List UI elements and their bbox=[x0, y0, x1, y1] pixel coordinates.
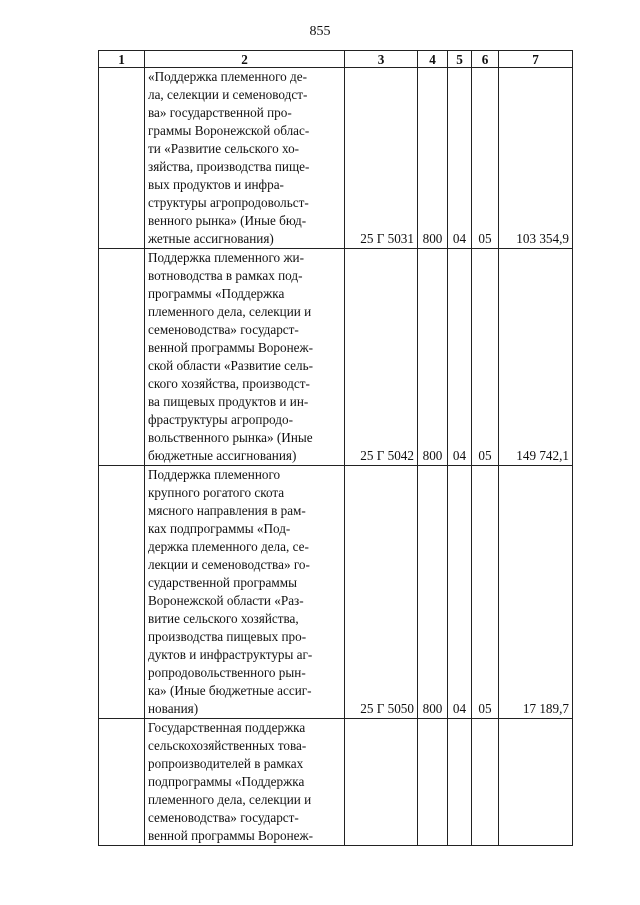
row-amount: 17 189,7 bbox=[499, 466, 573, 719]
row-amount: 103 354,9 bbox=[499, 68, 573, 249]
row-target-code bbox=[345, 719, 418, 846]
row-target-code: 25 Г 5042 bbox=[345, 249, 418, 466]
row-amount bbox=[499, 719, 573, 846]
row-expense-type: 800 bbox=[418, 249, 448, 466]
row-expense-type: 800 bbox=[418, 466, 448, 719]
row-amount: 149 742,1 bbox=[499, 249, 573, 466]
header-col-3: 3 bbox=[345, 51, 418, 68]
row-section: 04 bbox=[448, 466, 472, 719]
table-header-row bbox=[99, 51, 573, 68]
row-index-cell bbox=[99, 466, 145, 719]
header-col-6: 6 bbox=[472, 51, 499, 68]
row-expense-type bbox=[418, 719, 448, 846]
header-col-1: 1 bbox=[99, 51, 145, 68]
row-description: Поддержка племенного жи- вотноводства в рамках под- программы «Поддержка племенного дела, селекции и семеноводства» государст- венной программы Воронеж- ской области «Развитие сель- ского хозяйства, производст- ва пищевых продуктов и ин- фраструктуры агропродо- вольственного рынка» (Иные бюджетные ассигнования) bbox=[145, 249, 345, 466]
row-target-code: 25 Г 5050 bbox=[345, 466, 418, 719]
header-col-4: 4 bbox=[418, 51, 448, 68]
row-section: 04 bbox=[448, 68, 472, 249]
row-index-cell bbox=[99, 719, 145, 846]
page-number: 855 bbox=[309, 24, 331, 39]
header-col-2: 2 bbox=[145, 51, 345, 68]
table-row bbox=[99, 719, 573, 846]
row-description: «Поддержка племенного де- ла, селекции и семеноводст- ва» государственной про- граммы Воронежской облас- ти «Развитие сельского хо- зяйства, производства пище- вых продуктов и инфра- структуры агропродовольст- венного рынка» (Иные бюд- жетные ассигнования) bbox=[145, 68, 345, 249]
row-expense-type: 800 bbox=[418, 68, 448, 249]
row-description: Поддержка племенного крупного рогатого скота мясного направления в рам- ках подпрограммы «Под- держка племенного дела, се- лекции и семеноводства» го- сударственной программы Воронежской области «Раз- витие сельского хозяйства, производства пищевых про- дуктов и инфраструктуры аг- ропродовольственного рын- ка» (Иные бюджетные ассиг- нования) bbox=[145, 466, 345, 719]
row-section bbox=[448, 719, 472, 846]
row-index-cell bbox=[99, 249, 145, 466]
header-col-5: 5 bbox=[448, 51, 472, 68]
header-col-7: 7 bbox=[499, 51, 573, 68]
table-row bbox=[99, 68, 573, 249]
row-target-code: 25 Г 5031 bbox=[345, 68, 418, 249]
row-section: 04 bbox=[448, 249, 472, 466]
row-index-cell bbox=[99, 68, 145, 249]
table-row bbox=[99, 249, 573, 466]
row-subsection: 05 bbox=[472, 249, 499, 466]
table-row bbox=[99, 466, 573, 719]
row-description: Государственная поддержка сельскохозяйственных това- ропроизводителей в рамках подпрограммы «Поддержка племенного дела, селекции и семеноводства» государст- венной программы Воронеж- bbox=[145, 719, 345, 846]
budget-table bbox=[98, 50, 573, 846]
row-subsection: 05 bbox=[472, 68, 499, 249]
row-subsection: 05 bbox=[472, 466, 499, 719]
row-subsection bbox=[472, 719, 499, 846]
